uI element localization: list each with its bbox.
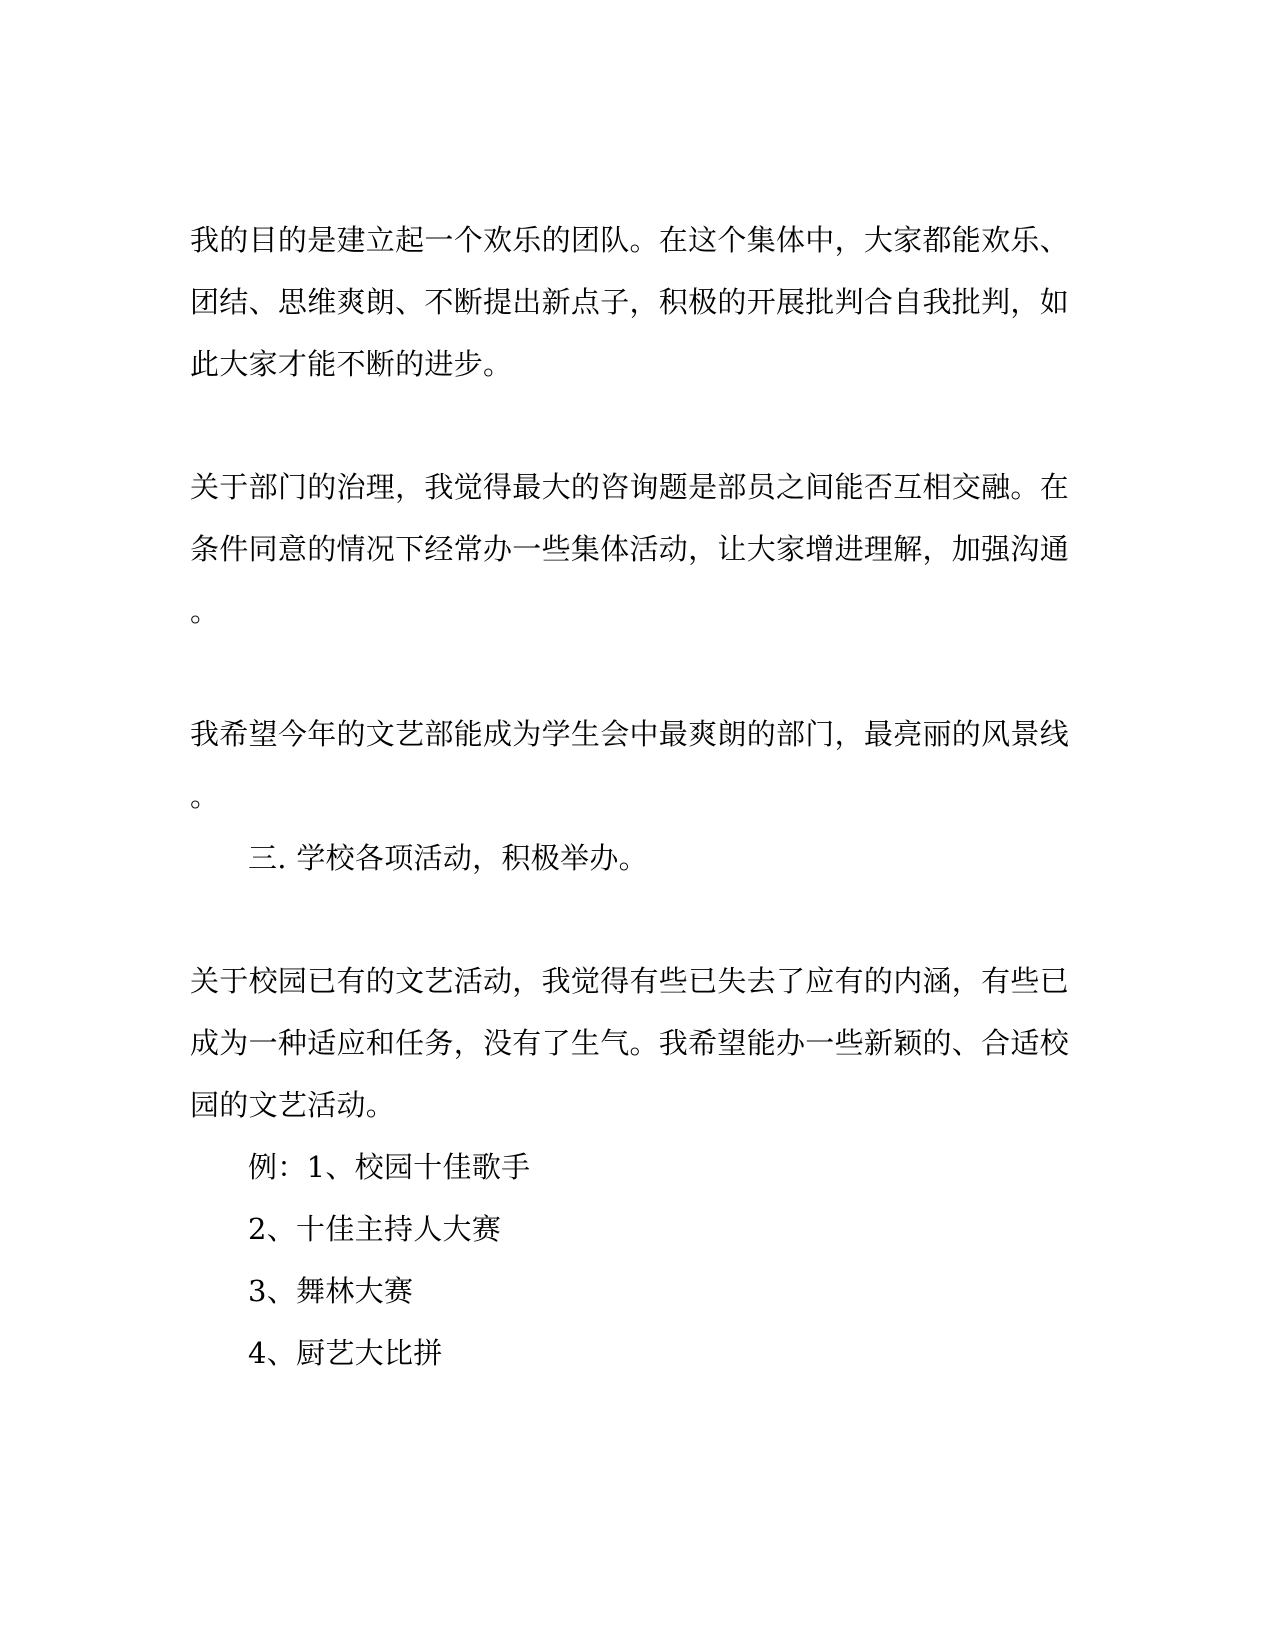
paragraph-2-line-1: 关于部门的治理，我觉得最大的咨询题是部员之间能否互相交融。在	[190, 470, 1070, 504]
example-item-4: 4、厨艺大比拼	[248, 1336, 443, 1370]
paragraph-2-line-2: 条件同意的情况下经常办一些集体活动，让大家增进理解，加强沟通	[190, 532, 1070, 566]
paragraph-4-line-1: 关于校园已有的文艺活动，我觉得有些已失去了应有的内涵，有些已	[190, 964, 1070, 998]
paragraph-2-line-3: 。	[190, 594, 220, 628]
paragraph-3-line-1: 我希望今年的文艺部能成为学生会中最爽朗的部门，最亮丽的风景线	[190, 717, 1070, 751]
example-item-1: 例：1、校园十佳歌手	[248, 1150, 531, 1184]
paragraph-1-line-2: 团结、思维爽朗、不断提出新点子，积极的开展批判合自我批判，如	[190, 285, 1070, 319]
paragraph-4-line-3: 园的文艺活动。	[190, 1088, 396, 1122]
paragraph-1-line-3: 此大家才能不断的进步。	[190, 347, 513, 381]
example-item-3: 3、舞林大赛	[248, 1274, 414, 1308]
section-heading: 三. 学校各项活动，积极举办。	[248, 841, 648, 875]
paragraph-3-line-2: 。	[190, 779, 220, 813]
example-item-2: 2、十佳主持人大赛	[248, 1212, 502, 1246]
paragraph-1-line-1: 我的目的是建立起一个欢乐的团队。在这个集体中，大家都能欢乐、	[190, 223, 1070, 257]
paragraph-4-line-2: 成为一种适应和任务，没有了生气。我希望能办一些新颖的、合适校	[190, 1026, 1070, 1060]
